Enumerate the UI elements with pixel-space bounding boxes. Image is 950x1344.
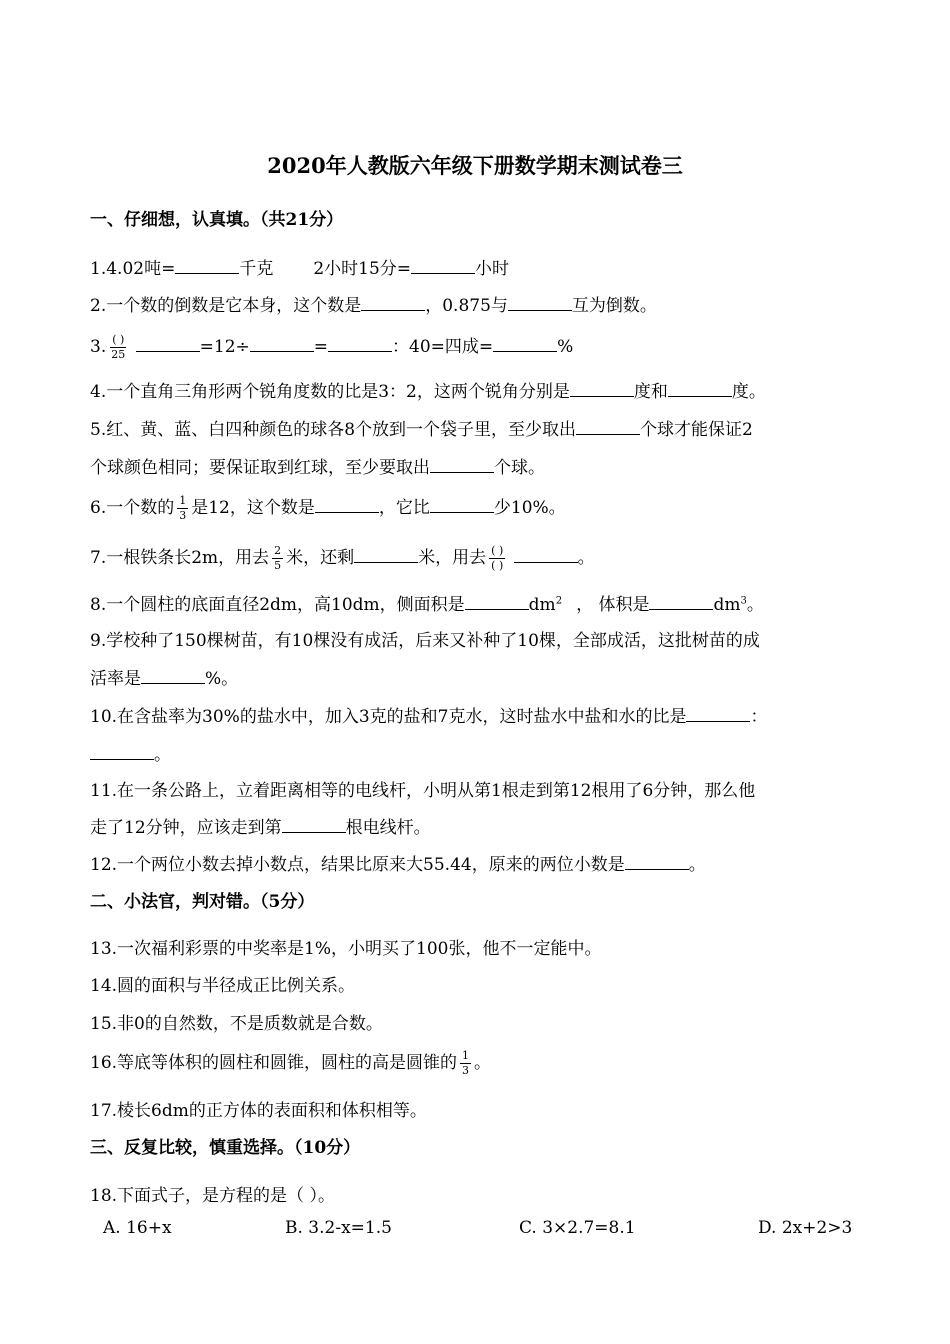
answer-blank[interactable] <box>649 595 713 610</box>
answer-blank[interactable] <box>430 458 494 473</box>
fraction-one-third: $\frac{1}{3}$ <box>179 494 187 522</box>
answer-blank[interactable] <box>668 382 732 397</box>
answer-blank[interactable] <box>411 259 475 274</box>
question-4: 4.一个直角三角形两个锐角度数的比是3：2，这两个锐角分别是 度和 度。 <box>90 382 766 402</box>
section-heading-2: 二、小法官，判对错。（5分） <box>90 892 315 912</box>
answer-blank[interactable] <box>136 337 200 352</box>
question-2: 2.一个数的倒数是它本身，这个数是 ，0.875与 互为倒数。 <box>90 296 657 316</box>
question-6: 6.一个数的 $\frac{1}{3}$ 是12，这个数是 ，它比 少10%。 <box>90 494 566 522</box>
question-11-line-1: 11.在一条公路上，立着距离相等的电线杆，小明从第1根走到第12根用了6分钟，那么他 <box>90 781 756 801</box>
question-17: 17.棱长6dm的正方体的表面积和体积相等。 <box>90 1101 427 1121</box>
option-d[interactable]: D. 2x+2>3 <box>758 1218 853 1238</box>
answer-blank[interactable] <box>354 548 418 563</box>
question-15: 15.非0的自然数，不是质数就是合数。 <box>90 1014 383 1034</box>
question-9-line-1: 9.学校种了150棵树苗，有10棵没有成活，后来又补种了10棵，全部成活，这批树苗的成 <box>90 631 760 651</box>
answer-blank[interactable] <box>430 498 494 513</box>
question-5-line-1: 5.红、黄、蓝、白四种颜色的球各8个放到一个袋子里，至少取出 个球才能保证2 <box>90 420 753 440</box>
fraction-two-fifths: $\frac{2}{5}$ <box>274 544 282 572</box>
fraction-one-third: $\frac{1}{3}$ <box>462 1049 470 1077</box>
answer-blank[interactable] <box>315 498 379 513</box>
option-c[interactable]: C. 3×2.7=8.1 <box>519 1218 636 1238</box>
answer-blank[interactable] <box>570 382 634 397</box>
question-7: 7.一根铁条长2m，用去 $\frac{2}{5}$ 米，还剩 米，用去 $\frac{( )}{( )}$ 。 <box>90 544 595 572</box>
section-heading-1: 一、仔细想，认真填。（共21分） <box>90 210 344 230</box>
answer-blank[interactable] <box>625 855 689 870</box>
question-18: 18.下面式子，是方程的是（ ）。 <box>90 1186 335 1206</box>
option-a[interactable]: A. 16+x <box>103 1218 172 1238</box>
answer-blank[interactable] <box>686 707 750 722</box>
answer-blank[interactable] <box>90 745 154 760</box>
question-16: 16.等底等体积的圆柱和圆锥，圆柱的高是圆锥的 $\frac{1}{3}$ 。 <box>90 1049 492 1077</box>
answer-blank[interactable] <box>175 259 239 274</box>
answer-blank[interactable] <box>576 420 640 435</box>
answer-blank[interactable] <box>361 296 425 311</box>
answer-blank[interactable] <box>250 337 314 352</box>
answer-blank[interactable] <box>282 818 346 833</box>
option-b[interactable]: B. 3.2-x=1.5 <box>285 1218 392 1238</box>
fraction: $\frac{( )}{25}$ <box>111 333 126 361</box>
question-13: 13.一次福利彩票的中奖率是1%，小明买了100张，他不一定能中。 <box>90 939 602 959</box>
question-9-line-2: 活率是 %。 <box>90 669 239 689</box>
question-5-line-2: 个球颜色相同；要保证取到红球，至少要取出 个球。 <box>90 458 545 478</box>
question-3: 3. $\frac{( )}{25}$ =12÷ = ：40=四成= % <box>90 333 574 361</box>
answer-blank[interactable] <box>141 669 205 684</box>
question-12: 12.一个两位小数去掉小数点，结果比原来大55.44，原来的两位小数是 。 <box>90 855 706 875</box>
answer-blank[interactable] <box>328 337 392 352</box>
fraction: $\frac{( )}{( )}$ <box>491 544 504 572</box>
question-10-line-1: 10.在含盐率为30%的盐水中，加入3克的盐和7克水，这时盐水中盐和水的比是 ： <box>90 707 768 727</box>
page-title: 2020年人教版六年级下册数学期末测试卷三 <box>267 153 683 178</box>
section-heading-3: 三、反复比较，慎重选择。（10分） <box>90 1138 361 1158</box>
question-1: 1.4.02吨= 千克 2小时15分= 小时 <box>90 259 510 279</box>
answer-blank[interactable] <box>514 548 578 563</box>
question-8: 8.一个圆柱的底面直径2dm，高10dm，侧面积是 $dm^2$ ， 体积是 $dm^3$。 <box>90 595 764 615</box>
answer-blank[interactable] <box>493 337 557 352</box>
question-10-line-2: 。 <box>90 740 171 765</box>
answer-blank[interactable] <box>508 296 572 311</box>
question-11-line-2: 走了12分钟，应该走到第 根电线杆。 <box>90 818 431 838</box>
question-14: 14.圆的面积与半径成正比例关系。 <box>90 976 356 996</box>
answer-blank[interactable] <box>465 595 529 610</box>
